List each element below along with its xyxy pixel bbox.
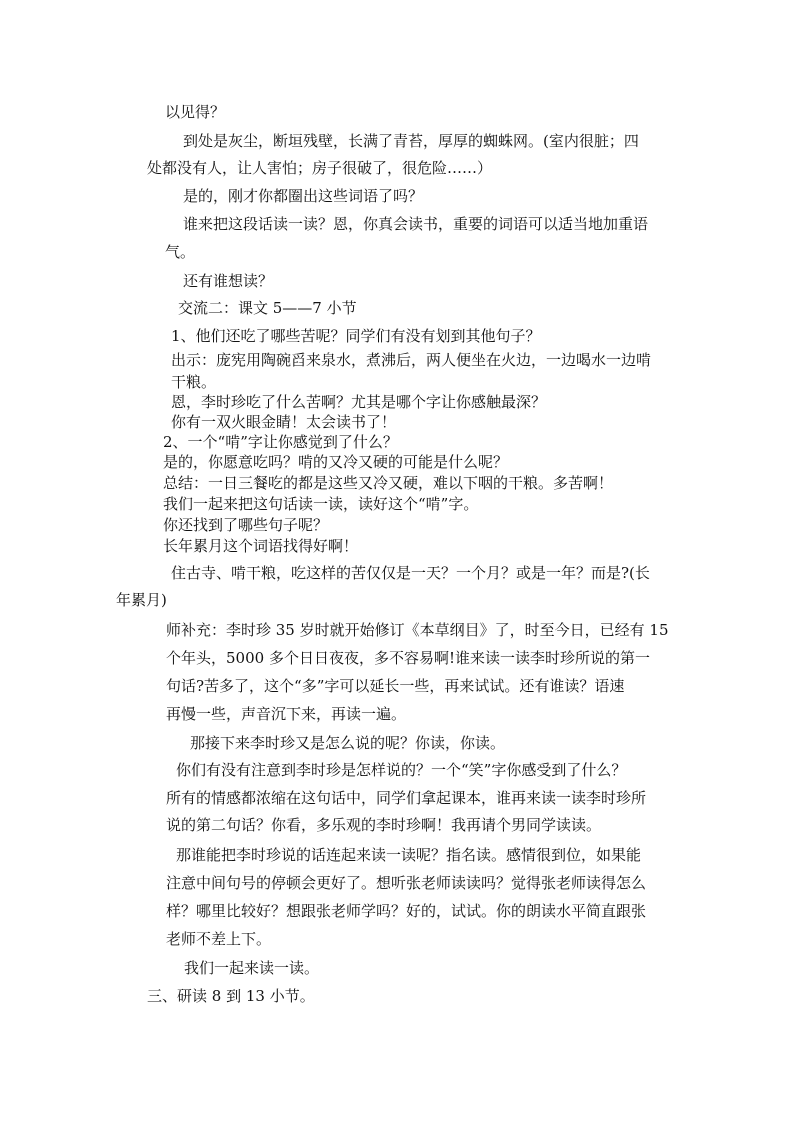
text-line: 老师不差上下。 <box>166 930 272 948</box>
section-heading: 三、研读 8 到 13 小节。 <box>147 987 315 1005</box>
text-line: 说的第二句话？你看，多乐观的李时珍啊！我再请个男同学读读。 <box>166 816 602 834</box>
text-line: 长年累月这个词语找得好啊！ <box>163 537 359 555</box>
text-line: 还有谁想读？ <box>183 272 274 290</box>
text-line: 住古寺、啃干粮，吃这样的苦仅仅是一天？一个月？或是一年？而是?(长 <box>171 564 650 582</box>
text-line: 句话?苦多了，这个“多”字可以延长一些，再来试试。还有谁读？语速 <box>166 677 625 695</box>
text-line: 那接下来李时珍又是怎么说的呢？你读，你读。 <box>190 734 506 752</box>
text-line: 再慢一些，声音沉下来，再读一遍。 <box>166 705 407 723</box>
text-line: 气。 <box>165 243 196 261</box>
text-line: 年累月) <box>116 591 167 609</box>
text-line: 以见得？ <box>165 103 226 121</box>
section-heading: 交流二：课文 5——7 小节 <box>178 299 357 317</box>
text-line: 是的，你愿意吃吗？啃的又冷又硬的可能是什么呢？ <box>163 453 509 471</box>
text-line: 是的，刚才你都圈出这些词语了吗？ <box>183 187 424 205</box>
text-line: 样？哪里比较好？想跟张老师学吗？好的，试试。你的朗读水平简直跟张 <box>166 902 647 920</box>
text-line: 总结：一日三餐吃的都是这些又冷又硬，难以下咽的干粮。多苦啊！ <box>163 474 614 492</box>
text-line: 处都没有人，让人害怕；房子很破了，很危险……） <box>147 159 493 177</box>
text-line: 2、一个“啃”字让你感觉到了什么？ <box>163 433 398 451</box>
text-line: 你有一双火眼金睛！太会读书了！ <box>171 413 397 431</box>
text-line: 那谁能把李时珍说的话连起来读一读呢？指名读。感情很到位，如果能 <box>176 846 642 864</box>
text-line: 所有的情感都浓缩在这句话中，同学们拿起课本，谁再来读一读李时珍所 <box>166 789 647 807</box>
text-line: 我们一起来读一读。 <box>184 959 320 977</box>
text-line: 谁来把这段话读一读？恩，你真会读书，重要的词语可以适当地加重语 <box>183 215 649 233</box>
text-line: 师补充：李时珍 35 岁时就开始修订《本草纲目》了，时至今日，已经有 15 <box>166 621 669 639</box>
text-line: 你还找到了哪些句子呢？ <box>163 516 329 534</box>
text-line: 你们有没有注意到李时珍是怎样说的？一个“笑”字你感受到了什么？ <box>176 761 627 779</box>
text-line: 注意中间句号的停顿会更好了。想听张老师读读吗？觉得张老师读得怎么 <box>166 874 647 892</box>
text-line: 我们一起来把这句话读一读，读好这个“啃”字。 <box>163 495 479 513</box>
text-line: 干粮。 <box>171 373 217 391</box>
text-line: 恩，李时珍吃了什么苦啊？尤其是哪个字让你感触最深？ <box>171 393 547 411</box>
text-line: 到处是灰尘，断垣残壁，长满了青苔，厚厚的蜘蛛网。(室内很脏；四 <box>183 132 639 150</box>
text-line: 个年头，5000 多个日日夜夜，多不容易啊!谁来读一读李时珍所说的第一 <box>166 649 650 667</box>
text-line: 1、他们还吃了哪些苦呢？同学们有没有划到其他句子？ <box>171 327 541 345</box>
text-line: 出示：庞宪用陶碗舀来泉水，煮沸后，两人便坐在火边，一边喝水一边啃 <box>171 351 652 369</box>
